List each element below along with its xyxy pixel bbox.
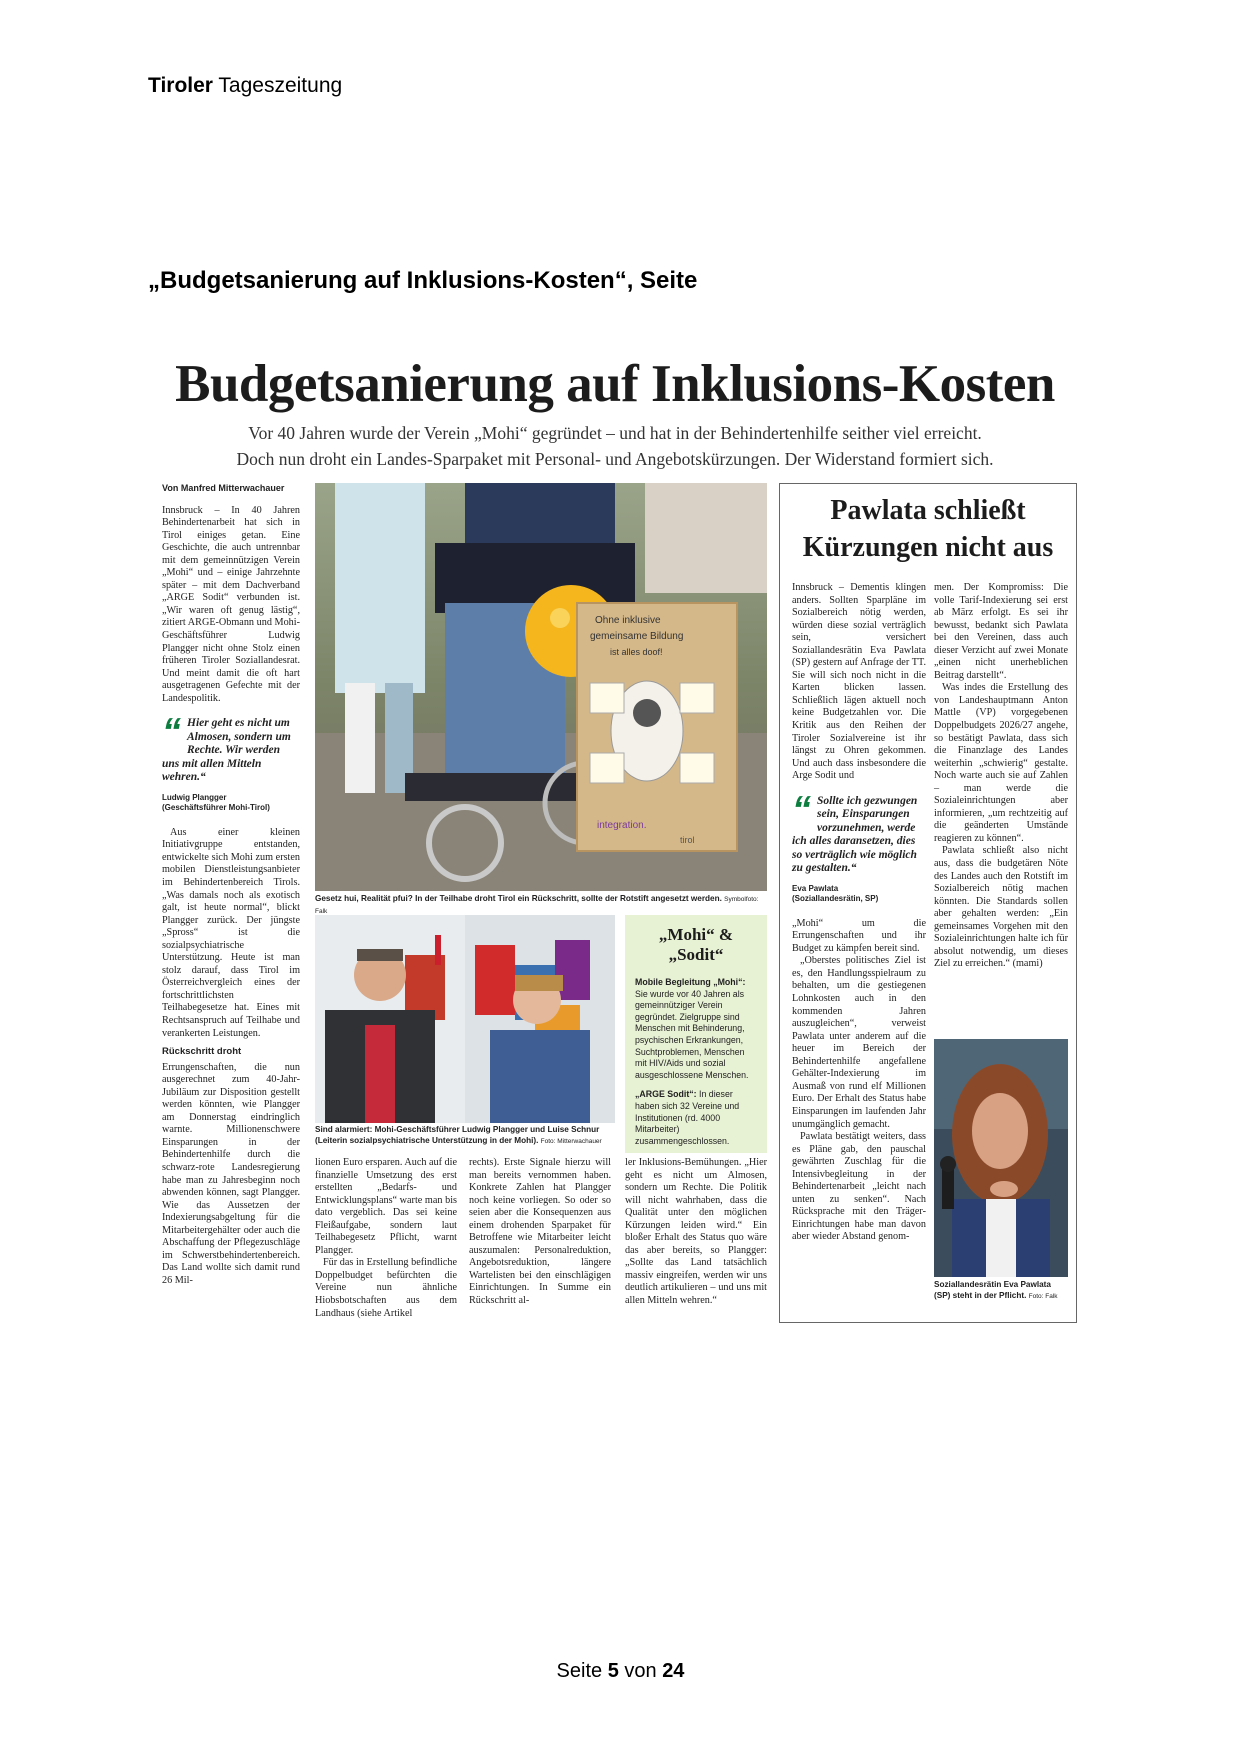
quote-text: Sollte ich gezwungen sein, Einsparungen vorzunehmen, werde ich alles daransetzen, dies so verträglich wie möglich zu gestalten.“ <box>792 794 918 875</box>
info-box-text: In dieser haben sich 32 Vereine und Institutionen (rd. 4000 Mitarbeiter) zusammengeschlossen. <box>635 1089 740 1146</box>
caption-text: Sind alarmiert: Mohi-Geschäftsführer Ludwig Plangger und Luise Schnur (Leiterin sozialpsychiatrische Unterstützung in der Mohi). <box>315 1125 600 1145</box>
info-box-label: „ARGE Sodit“: <box>635 1089 697 1100</box>
paragraph: Innsbruck – In 40 Jahren Behindertenarbeit hat sich in Tirol einiges getan. Eine Geschichte, die auch untrennbar mit dem gemeinnützigen Verein „Mohi“ und – einige Jahrzehnte später – mit dem Dachverband „ARGE Sodit“ verbunden ist. „Wir waren oft genug lästig“, zitiert ARGE-Obmann und Mohi-Geschäftsführer Ludwig Plangger nicht ohne Stolz einen früheren Tiroler Soziallandesrat. Und meint damit die oft hart ausgetragenen Gefechte mit der Landespolitik. <box>162 504 300 704</box>
caption-text: Gesetz hui, Realität pfui? In der Teilhabe droht Tirol ein Rückschritt, sollte der Rotstift angesetzt werden. <box>315 894 722 903</box>
poster-text-4: integration. <box>597 820 647 831</box>
sidebar-headline <box>780 492 1076 566</box>
photo-credit: Foto: Falk <box>1028 1292 1058 1300</box>
info-box-text: Sie wurde vor 40 Jahren als gemeinnütziger Verein gegründet. Zielgruppe sind Menschen mit Behinderung, psychischen Erkrankungen, Suchtproblemen, Menschen mit HIV/Aids und sozial ausgeschlossene Menschen. <box>635 988 749 1080</box>
main-photo <box>315 483 767 891</box>
article-column-1 <box>162 482 300 1287</box>
portrait-photo <box>934 1039 1068 1277</box>
article-column-4 <box>625 1157 767 1308</box>
info-box-label: Mobile Begleitung „Mohi“: <box>635 977 746 987</box>
poster-text-5: tirol <box>680 835 695 845</box>
info-box-paragraph <box>635 1089 757 1147</box>
quote-text: Hier geht es nicht um Almosen, sondern um Rechte. Wir werden uns mit allen Mitteln wehren.“ <box>162 717 291 784</box>
subheading: Rückschritt droht <box>162 1046 242 1058</box>
article-column-3 <box>469 1157 611 1308</box>
poster-text-1: Ohne inklusive <box>595 615 661 626</box>
paragraph: Innsbruck – Dementis klingen anders. Sollten Sparpläne im Sozialbereich nötig werden, würden diese sozial verträglich sein, versichert Soziallandesrätin Eva Pawlata (SP) gestern auf Anfrage der TT. Sie will sich noch nicht in die Karten blicken lassen. Schließlich lägen aktuell noch keine Budgetzahlen vor. Die Kritik aus den Reihen der Tiroler Sozialvereine ist ihr längst zu Ohren gekommen. Und auch dass insbesondere die Arge Sodit und <box>792 582 926 782</box>
brand-bold: Tiroler <box>148 74 213 97</box>
quote-author-role: (Geschäftsführer Mohi-Tirol) <box>162 802 270 812</box>
paragraph: „Oberstes politisches Ziel ist es, den Handlungsspielraum zu behalten, um die gestiegenen Lohnkosten auch in den kommenden Jahren auszugleichen“, verweist Pawlata unter anderem auf die heuer im Bereich der Behindertenhilfe angefallene Gehälter-Indexierung im Ausmaß von rund elf Millionen Euro. Der Erhalt des Status habe Einsparungen im laufenden Jahr unumgänglich gemacht. <box>792 955 926 1130</box>
article-column-2 <box>315 1157 457 1320</box>
deck-line-1: Vor 40 Jahren wurde der Verein „Mohi“ gegründet – und hat in der Behindertenhilfe seither viel erreicht. <box>248 423 982 443</box>
sidebar-headline-line-1: Pawlata schließt <box>830 495 1026 526</box>
info-box <box>625 915 767 1153</box>
paragraph: Aus einer kleinen Initiativgruppe entstanden, entwickelte sich Mohi zum ersten mobilen Dienstleistungsanbieter im Behindertenbereich Tirols. „Was damals noch als exotisch galt, ist heute normal“, blickt Plangger zurück. Der jüngste „Spross“ ist die sozialpsychiatrische Unterstützung. Heute ist man stolz darauf, dass Tirol im Österreichvergleich eines der fortschrittlichsten Teilhabegesetze hat. Eines mit Rechtsanspruch auf Teilhabe und verankerten Leistungen. <box>162 826 300 1039</box>
paragraph: lionen Euro ersparen. Auch auf die finanzielle Umsetzung des erst erstellten „Bedarfs- und Entwicklungsplans“ warte man bis dato vergeblich. Das sei keine Fleißaufgabe, sondern laut Teilhabegesetz Pflicht, warnt Plangger. <box>315 1157 458 1256</box>
article-headline: Budgetsanierung auf Inklusions-Kosten <box>175 355 1055 413</box>
article-deck <box>150 420 1080 472</box>
article-reference: „Budgetsanierung auf Inklusions-Kosten“, Seite <box>148 267 698 294</box>
brand-rest: Tageszeitung <box>212 74 343 97</box>
portrait-caption <box>934 1280 1068 1302</box>
quote-author-role: (Soziallandesrätin, SP) <box>792 893 879 903</box>
quote-author <box>162 793 300 813</box>
sidebar-column-1 <box>792 582 926 1244</box>
paragraph: ler Inklusions-Bemühungen. „Hier geht es nicht um Almosen, sondern um Rechte. Die Politik will nicht wahrhaben, dass die Qualität unter den möglichen Kürzungen leiden wird.“ Ein bloßer Erhalt des Status quo wäre das aber bereits, so Plangger: „Sollte das Land tatsächlich massiv eingreifen, werden wir uns deutlich artikulieren – und uns mit allen Mitteln wehren.“ <box>625 1157 767 1307</box>
footer-prefix: Seite <box>556 1660 608 1682</box>
poster-text-3: ist alles doof! <box>610 647 663 657</box>
paragraph: rechts). Erste Signale hierzu will man bereits vernommen haben. Konkrete Zahlen hat Plangger noch keine vorliegen. So oder so seien aber die Konsequenzen aus einem drohenden Sparpaket für Betroffene wie Mitarbeiter leicht auszumalen: Personalreduktion, Angebotsreduktion, längere Wartelisten bei den einschlägigen Einrichtungen. In Summe ein Rückschritt al- <box>469 1157 611 1307</box>
page-footer <box>0 1660 1241 1683</box>
deck-line-2: Doch nun droht ein Landes-Sparpaket mit Personal- und Angebotskürzungen. Der Widerstand formiert sich. <box>236 449 994 469</box>
poster-text-2: gemeinsame Bildung <box>590 631 684 642</box>
footer-mid: von <box>618 1660 663 1682</box>
quote-mark-icon: “ <box>162 711 181 754</box>
quote-author <box>792 884 926 904</box>
current-page: 5 <box>607 1660 619 1682</box>
info-box-paragraph <box>635 977 757 1081</box>
paragraph: „Mohi“ um die Errungenschaften und ihr Budget zu kämpfen bereit sind. <box>792 917 926 954</box>
paragraph: Pawlata bestätigt weiters, dass es Pläne gab, den pauschal gewährten Zuschlag für die Intensivbegleitung in der Behindertenarbeit „leicht nach unten zu senken“. Nach Rücksprache mit den Träger-Einrichtungen habe man davon aber wieder Abstand genom- <box>792 1131 926 1243</box>
quote-mark-icon: “ <box>792 788 811 831</box>
caption-text: Soziallandesrätin Eva Pawlata (SP) steht in der Pflicht. <box>934 1280 1051 1300</box>
byline: Von Manfred Mitterwachauer <box>162 483 285 493</box>
paragraph: Was indes die Erstellung des von Landeshauptmann Anton Mattle (VP) vorgegebenen Doppelbudgets 2026/27 angehe, so bestätigt Pawlata, dass sich die Finanzlage des Landes weiterhin „schwierig“ gestalte. Noch warte auch sie auf Zahlen – man werde die Sozialeinrichtungen aber informieren, „um rechtzeitig auf die geänderten Umstände reagieren zu können“. <box>934 682 1068 844</box>
info-box-title: „Mohi“ & „Sodit“ <box>658 925 734 964</box>
total-pages: 24 <box>662 1660 685 1682</box>
quote-author-name: Eva Pawlata <box>792 883 839 893</box>
main-photo-caption <box>315 894 767 917</box>
sidebar-column-2 <box>934 582 1068 971</box>
pull-quote <box>792 788 926 876</box>
newspaper-clipping <box>150 340 1080 1325</box>
sidebar-headline-line-2: Kürzungen nicht aus <box>802 532 1054 563</box>
paragraph: Pawlata schließt also nicht aus, dass die budgetären Nöte des Landes auch den Rotstift im Sozialbereich nötig machen könnten. Die Standards sollen aber gehalten werden: „Ein gemeinsames Vorgehen mit den Sozialeinrichtungen halte ich für absolut notwendig, um dieses Ziel zu erreichen.“ (mami) <box>934 845 1068 970</box>
second-photo <box>315 915 615 1123</box>
sidebar-article <box>779 483 1077 1323</box>
photo-credit: Symbolfoto: Falk <box>315 896 759 915</box>
newspaper-header <box>148 74 342 98</box>
paragraph: men. Der Kompromiss: Die volle Tarif-Indexierung sei erst ab März erfolgt. Es sei ihr bewusst, bedankt sich Pawlata bei den Vereinen, dass auch dieser Verzicht auf zwei Monate „einen nicht unerheblichen Beitrag darstellt“. <box>934 582 1068 681</box>
paragraph: Für das in Erstellung befindliche Doppelbudget befürchten die Vereine nun ähnliche Hiobsbotschaften aus dem Landhaus (siehe Artikel <box>315 1257 457 1319</box>
quote-author-name: Ludwig Plangger <box>162 792 227 802</box>
paragraph: Errungenschaften, die nun ausgerechnet zum 40-Jahr-Jubiläum zur Disposition gestellt werden könnten, wie Plangger am Donnerstag eindringlich warnte. Millionenschwere Einsparungen in der Behindertenhilfe durch die schwarz-rote Landesregierung habe man zu Jahresbeginn noch abwenden können, sagt Plangger. Wie das Aussetzen der Indexierungsabgeltung für die Mitarbeitergehälter oder auch die Abschaffung der Pflegezuschläge im Schwerstbehindertenbereich. Das Land wollte sich damit rund 26 Mil- <box>162 1061 300 1286</box>
pull-quote <box>162 711 300 785</box>
second-photo-caption <box>315 1125 615 1147</box>
photo-credit: Foto: Mitterwachauer <box>540 1137 602 1145</box>
